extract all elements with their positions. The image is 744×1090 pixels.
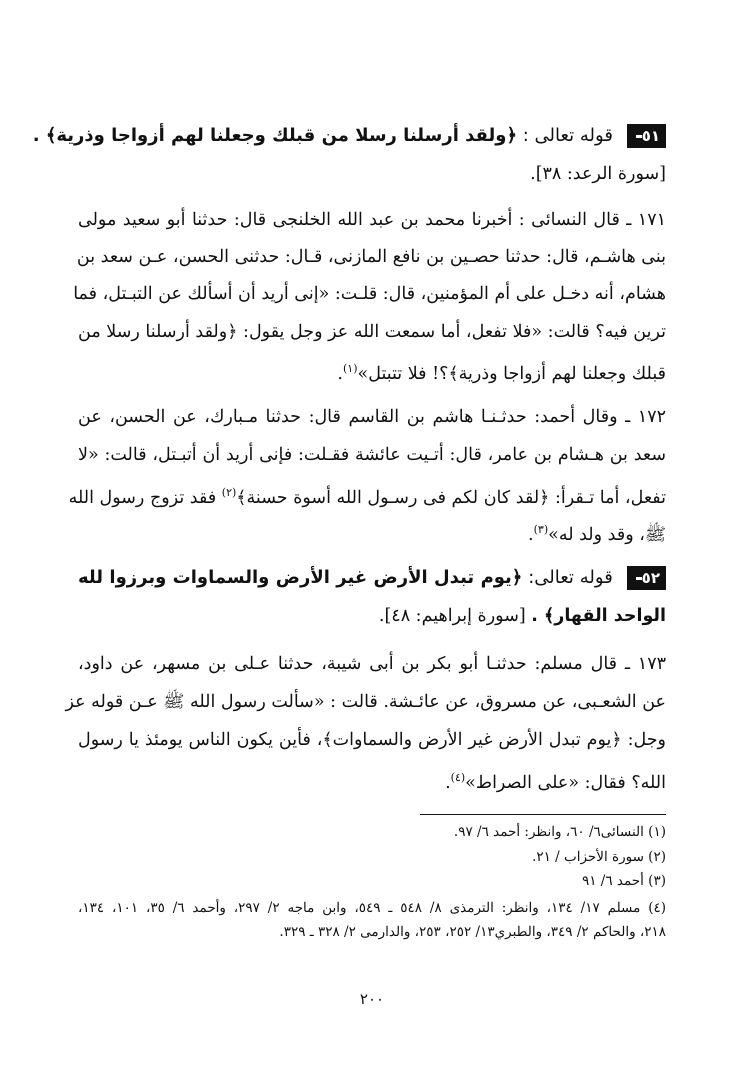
footnote-divider	[420, 814, 666, 815]
footnote-2: (٢) سورة الأحزاب / ٢١.	[532, 849, 666, 865]
hadith-173-line: ١٧٣ ـ قال مسلم: حدثنـا أبو بكر بن أبى شيبة، حدثنا عـلى بن مسهر، عن داود،	[78, 654, 666, 674]
section-52-verse-part2: الواحد القهار﴾ .	[531, 606, 666, 626]
footnote-4: (٤) مسلم ١٧/ ١٣٤، وانظر: الترمذى ٨/ ٥٤٨ ـ ٥٤٩، وابن ماجه ٢/ ٢٩٧، وأحمد ٦/ ٣٥، ١٠١، ١٣٤،	[78, 900, 667, 916]
footnote-ref-4: (٤)	[450, 771, 466, 784]
hadith-172-last-line: ﷺ، وقد ولد له»$^{(٣)}$.	[528, 523, 666, 545]
section-52-reference: [سورة إبراهيم: ٤٨].	[378, 606, 526, 626]
section-52-heading	[78, 566, 666, 590]
hadith-171-line: ترين فيه؟ قالت: «فلا تفعل، أما سمعت الله عز وجل يقول: ﴿ولقد أرسلنا رسلا من	[78, 322, 666, 342]
footnote-ref-2: (٢)	[221, 486, 237, 499]
hadith-171-line: ١٧١ ـ قال النسائى : أخبرنا محمد بن عبد الله الخلنجى قال: حدثنا أبو سعيد مولى	[78, 210, 666, 230]
section-51-reference: [سورة الرعد: ٣٨].	[530, 164, 666, 184]
hadith-173-line: وجل: ﴿يوم تبدل الأرض غير الأرض والسماوات﴾، فأين يكون الناس يومئذ يا رسول	[78, 730, 666, 750]
hadith-171-line: هشام، أنه دخـل على أم المؤمنين، قال: قلـت: «إنى أريد أن أسألك عن التبـتل، فما	[73, 284, 666, 304]
hadith-171-last-line: قبلك وجعلنا لهم أزواجا وذرية﴾؟! فلا تتبتل»$^{(١)}$.	[337, 362, 666, 384]
page-number: ٢٠٠	[359, 990, 385, 1008]
section-51-heading	[32, 124, 666, 148]
footnote-3: (٣) أحمد ٦/ ٩١	[581, 873, 666, 889]
footnote-ref-1: (١)	[342, 362, 358, 375]
section-52-heading-line2	[78, 604, 666, 628]
hadith-173-line: عن الشعـبى، عن مسروق، عن عائـشة. قالت : «سألت رسول الله ﷺ عـن قوله عز	[65, 692, 666, 712]
hadith-172-line: تفعل، أما تـقرأ: ﴿لقد كان لكم فى رسـول الله أسوة حسنة﴾$^{(٢)}$ فقد تزوج رسول الله	[68, 486, 666, 508]
hadith-172-line: سعد بن هـشام بن عامر، قال: أتـيت عائشة فقـلت: فإنى أريد أن أتبـتل، قالت: «لا	[78, 445, 666, 465]
footnote-4-cont: ٢١٨، والحاكم ٢/ ٣٤٩، والطبري١٣/ ٢٥٢، ٢٥٣، والدارمى ٢/ ٣٢٨ ـ ٣٢٩.	[279, 924, 666, 940]
hadith-173-last-line: الله؟ فقال: «على الصراط»$^{(٤)}$.	[445, 771, 666, 793]
section-52-verse-part1: ﴿يوم تبدل الأرض غير الأرض والسماوات وبرزوا لله	[78, 567, 523, 588]
footnote-ref-3: (٣)	[533, 523, 549, 536]
hadith-171-line: بنى هاشـم، قال: حدثنا حصـين بن نافع المازنى، قـال: حدثنى الحسن، عـن سعد بن	[76, 247, 666, 267]
hadith-172-line: ١٧٢ ـ وقال أحمد: حدثـنـا هاشم بن القاسم قال: حدثنا مـبارك، عن الحسن، عن	[78, 407, 666, 427]
section-51-badge: ٥١	[627, 124, 666, 148]
footnote-1: (١) النسائى٦/ ٦٠، وانظر: أحمد ٦/ ٩٧.	[453, 824, 666, 840]
section-52-intro: قوله تعالى:	[528, 567, 613, 588]
section-51-verse: ﴿ولقد أرسلنا رسلا من قبلك وجعلنا لهم أزواجا وذرية﴾ .	[32, 125, 517, 146]
section-52-badge: ٥٢	[627, 566, 666, 590]
section-51-intro: قوله تعالى :	[522, 125, 613, 146]
